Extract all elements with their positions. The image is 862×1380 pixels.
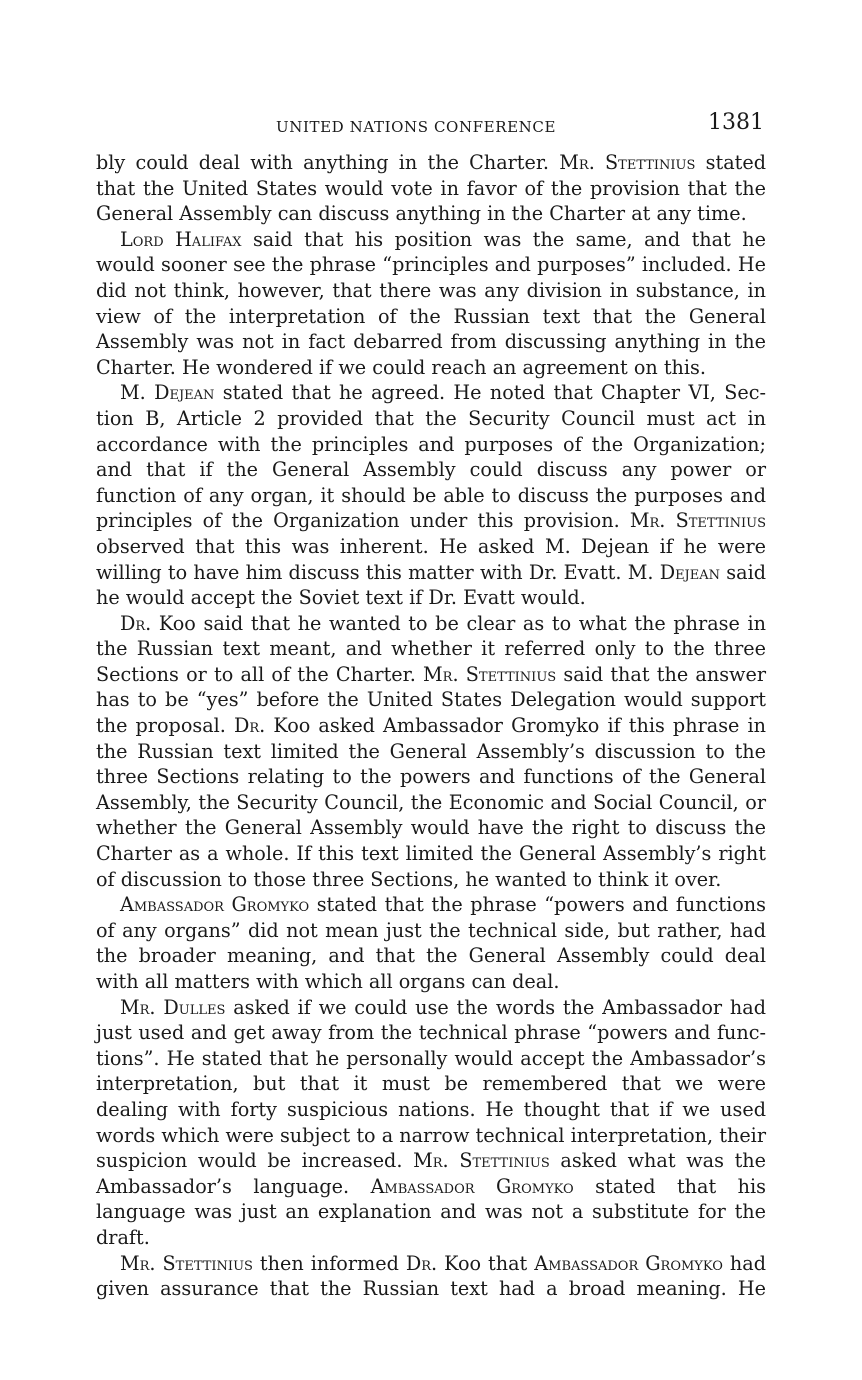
paragraph	[96, 892, 766, 994]
speaker-name: Dejean	[659, 560, 721, 584]
text-run: asked what was the Ambassador’s language.	[96, 1149, 767, 1198]
paragraph	[96, 1251, 766, 1302]
text-run: stated that his language was just an explanation and was not a substitute for the draft.	[96, 1174, 766, 1249]
text-run: M.	[120, 381, 155, 405]
text-run: Koo asked Ambassador Gromyko if this phrase in the Russian text limited the General Assembly’s discussion to the three Sections relating to the powers and functions of the General Assembly, the Security Council, the Economic and Social Council, or whether the General Assembly would have the right to discuss the Charter as a whole. If this text limited the General Assembly’s right of discussion to those three Sections, he wanted to think it over.	[96, 714, 766, 891]
speaker-name: Ambassador Gromyko	[534, 1251, 723, 1275]
text-run: stated that the United States would vote in favor of the provision that the General Assembly can discuss anything in the Charter at any time.	[96, 151, 766, 226]
speaker-name: Mr. Stettinius	[559, 151, 696, 174]
speaker-name: Mr. Stettinius	[629, 509, 766, 533]
page-number: 1381	[708, 110, 764, 135]
text-run: said he would accept the Soviet text if Dr. Evatt would.	[96, 560, 766, 610]
text-run: stated that he agreed. He noted that Chapter VI, Section B, Article 2 provided that the Security Council must act in accordance with the principles and purposes of the Organization; and that if the General Assembly could discuss any power or function of any organ, it should be able to discuss the purposes and principles of the Organization under this provision.	[96, 381, 766, 533]
text-run: Koo that	[437, 1251, 535, 1275]
text-run: stated that the phrase “powers and functions of any organs” did not mean just the technical side, but rather, had the broader meaning, and that the General Assembly could deal with all matters with which all organs can deal.	[96, 893, 766, 993]
paragraph	[96, 380, 766, 610]
speaker-name: Ambassador Gromyko	[370, 1174, 574, 1198]
text-run: then informed	[252, 1251, 406, 1275]
paragraph	[96, 995, 766, 1251]
speaker-name: Mr. Stettinius	[423, 662, 557, 686]
text-run: Koo said that he wanted to be clear as to what the phrase in the Russian text meant, and whether it referred only to the three Sections or to all of the Charter.	[96, 611, 766, 686]
speaker-name: Dr.	[120, 611, 152, 635]
speaker-name: Dr.	[234, 714, 266, 738]
speaker-name: Dr.	[405, 1251, 438, 1275]
speaker-name: Mr. Stettinius	[413, 1149, 550, 1173]
speaker-name: Mr. Dulles	[120, 995, 226, 1019]
running-title: UNITED NATIONS CONFERENCE	[276, 118, 557, 136]
speaker-name: Mr. Stettinius	[120, 1251, 253, 1275]
text-run: asked if we could use the words the Ambassador had just used and get away from the technical phrase “powers and functions”. He stated that he personally would accept the Ambassador’s interpretation, but that it must be remembered that we were dealing with forty suspicious nations. He thought that if we used words which were subject to a narrow technical interpretation, their suspicion would be increased.	[96, 995, 766, 1173]
text-run: said that the answer has to be “yes” before the United States Delegation would support the proposal.	[96, 662, 766, 738]
text-run: observed that this was inherent. He asked M. Dejean if he were willing to have him discuss this matter with Dr. Evatt. M.	[96, 534, 766, 584]
running-header	[96, 108, 766, 144]
document-page	[96, 108, 766, 1302]
paragraph	[96, 611, 766, 893]
body-text	[96, 150, 766, 1302]
speaker-name: Ambassador Gromyko	[120, 893, 310, 917]
text-run: had given assurance that the Russian text had a broad meaning. He	[96, 1251, 766, 1301]
speaker-name: Lord Halifax	[120, 227, 242, 251]
speaker-name: Dejean	[154, 381, 215, 405]
text-run: said that his position was the same, and that he would sooner see the phrase “principles and purposes” included. He did not think, however, that there was any division in substance, in view of the interpretation of the Russian text that the General Assembly was not in fact debarred from discussing anything in the Charter. He wondered if we could reach an agreement on this.	[96, 227, 766, 379]
paragraph	[96, 150, 766, 227]
text-run: bly could deal with anything in the Charter.	[96, 151, 560, 174]
paragraph	[96, 227, 766, 381]
